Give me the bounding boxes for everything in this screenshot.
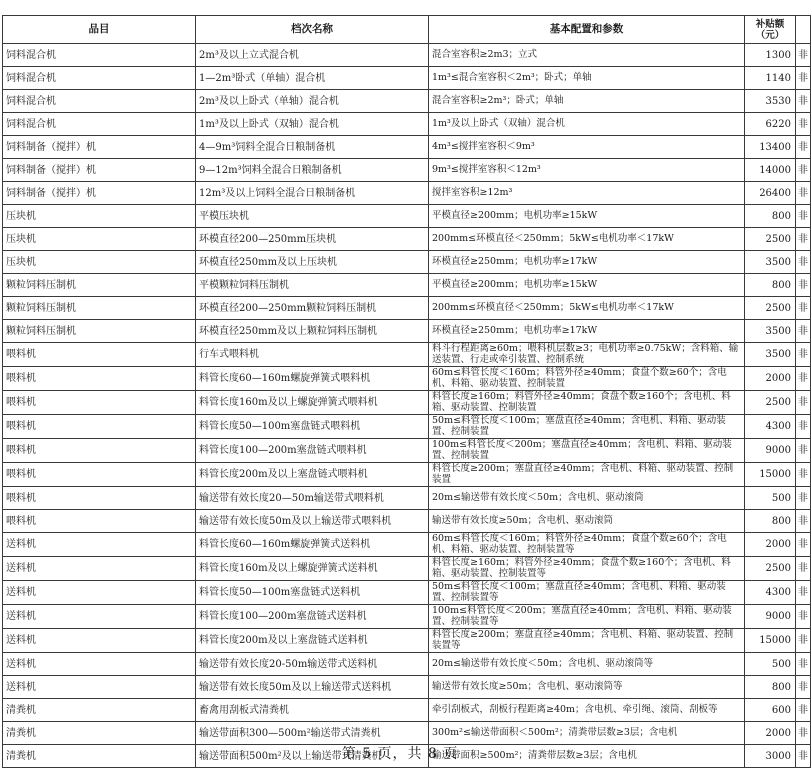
cell-amount: 1140: [745, 67, 796, 90]
cell-item: 送料机: [3, 605, 196, 629]
cell-grade: 2m³及以上立式混合机: [196, 44, 429, 67]
cell-item: 喂料机: [3, 391, 196, 415]
cell-grade: 1m³及以上卧式（双轴）混合机: [196, 113, 429, 136]
cell-item: 送料机: [3, 676, 196, 699]
cell-extra: 非: [796, 320, 811, 343]
cell-params: 4m³≤搅拌室容积＜9m³: [429, 136, 745, 159]
cell-amount: 14000: [745, 159, 796, 182]
cell-grade: 料管长度160m及以上螺旋弹簧式送料机: [196, 557, 429, 581]
cell-params: 50m≤料管长度＜100m；塞盘直径≥40mm；含电机、料箱、驱动装置、控制装置等: [429, 581, 745, 605]
cell-params: 20m≤输送带有效长度＜50m；含电机、驱动滚筒等: [429, 653, 745, 676]
cell-params: 60m≤料管长度＜160m；料管外径≥40mm；食盘个数≥60个；含电机、料箱、驱动装置、控制装置等: [429, 533, 745, 557]
table-header-row: [3, 16, 811, 44]
table-row: [3, 653, 811, 676]
cell-amount: 500: [745, 653, 796, 676]
cell-grade: 4—9m³饲料全混合日粮制备机: [196, 136, 429, 159]
table-row: [3, 487, 811, 510]
cell-item: 饲料混合机: [3, 44, 196, 67]
cell-item: 饲料制备（搅拌）机: [3, 136, 196, 159]
cell-item: 喂料机: [3, 343, 196, 367]
cell-amount: 2500: [745, 557, 796, 581]
cell-grade: 料管长度100—200m塞盘链式喂料机: [196, 439, 429, 463]
cell-grade: 环模直径250mm及以上颗粒饲料压制机: [196, 320, 429, 343]
cell-extra: 非: [796, 699, 811, 722]
cell-params: 50m≤料管长度＜100m；塞盘直径≥40mm；含电机、料箱、驱动装置、控制装置: [429, 415, 745, 439]
cell-grade: 料管长度50—100m塞盘链式送料机: [196, 581, 429, 605]
cell-extra: 非: [796, 274, 811, 297]
cell-grade: 输送带有效长度50m及以上输送带式喂料机: [196, 510, 429, 533]
cell-item: 清粪机: [3, 699, 196, 722]
cell-amount: 600: [745, 699, 796, 722]
cell-params: 环模直径≥250mm；电机功率≥17kW: [429, 320, 745, 343]
cell-item: 饲料混合机: [3, 67, 196, 90]
cell-params: 输送带有效长度≥50m；含电机、驱动滚筒等: [429, 676, 745, 699]
cell-grade: 输送带面积500m²及以上输送带式清粪机: [196, 745, 429, 768]
cell-grade: 9—12m³饲料全混合日粮制备机: [196, 159, 429, 182]
cell-params: 料管长度≥160m；料管外径≥40mm；食盘个数≥160个；含电机、料箱、驱动装置、控制装置: [429, 391, 745, 415]
cell-extra: 非: [796, 415, 811, 439]
header-item: 品目: [3, 16, 196, 44]
cell-item: 清粪机: [3, 745, 196, 768]
cell-amount: 4300: [745, 415, 796, 439]
cell-amount: 15000: [745, 463, 796, 487]
cell-amount: 2000: [745, 533, 796, 557]
cell-grade: 输送带有效长度20—50m输送带式喂料机: [196, 487, 429, 510]
cell-grade: 料管长度50—100m塞盘链式喂料机: [196, 415, 429, 439]
cell-extra: 非: [796, 90, 811, 113]
cell-item: 饲料混合机: [3, 90, 196, 113]
cell-extra: 非: [796, 653, 811, 676]
cell-extra: 非: [796, 581, 811, 605]
cell-grade: 料管长度60—160m螺旋弹簧式喂料机: [196, 367, 429, 391]
cell-item: 送料机: [3, 557, 196, 581]
cell-grade: 环模直径200—250mm颗粒饲料压制机: [196, 297, 429, 320]
cell-amount: 800: [745, 205, 796, 228]
cell-extra: 非: [796, 391, 811, 415]
cell-extra: 非: [796, 439, 811, 463]
cell-extra: 非: [796, 136, 811, 159]
header-grade: 档次名称: [196, 16, 429, 44]
cell-grade: 输送带有效长度20-50m输送带式送料机: [196, 653, 429, 676]
cell-amount: 800: [745, 510, 796, 533]
cell-item: 饲料制备（搅拌）机: [3, 182, 196, 205]
cell-item: 喂料机: [3, 510, 196, 533]
cell-item: 喂料机: [3, 367, 196, 391]
cell-params: 平模直径≥200mm；电机功率≥15kW: [429, 205, 745, 228]
table-row: [3, 182, 811, 205]
cell-item: 喂料机: [3, 415, 196, 439]
header-params: 基本配置和参数: [429, 16, 745, 44]
cell-item: 饲料混合机: [3, 113, 196, 136]
table-row: [3, 391, 811, 415]
table-row: [3, 722, 811, 745]
cell-params: 料斗行程距离≥60m；喂料机层数≥3；电机功率≥0.75kW；含料箱、输送装置、行走或牵引装置、控制系统: [429, 343, 745, 367]
cell-amount: 9000: [745, 439, 796, 463]
cell-amount: 800: [745, 676, 796, 699]
table-row: [3, 136, 811, 159]
cell-item: 压块机: [3, 251, 196, 274]
cell-extra: 非: [796, 367, 811, 391]
cell-amount: 2000: [745, 722, 796, 745]
cell-item: 颗粒饲料压制机: [3, 320, 196, 343]
cell-item: 清粪机: [3, 722, 196, 745]
cell-extra: 非: [796, 113, 811, 136]
cell-extra: 非: [796, 533, 811, 557]
header-extra: [796, 16, 811, 44]
cell-params: 20m≤输送带有效长度＜50m；含电机、驱动滚筒: [429, 487, 745, 510]
cell-params: 9m³≤搅拌室容积＜12m³: [429, 159, 745, 182]
cell-item: 送料机: [3, 581, 196, 605]
cell-item: 送料机: [3, 533, 196, 557]
cell-grade: 料管长度200m及以上塞盘链式喂料机: [196, 463, 429, 487]
cell-extra: 非: [796, 67, 811, 90]
table-row: [3, 367, 811, 391]
cell-grade: 环模直径200—250mm压块机: [196, 228, 429, 251]
cell-item: 颗粒饲料压制机: [3, 274, 196, 297]
table-row: [3, 251, 811, 274]
cell-grade: 12m³及以上饲料全混合日粮制备机: [196, 182, 429, 205]
cell-params: 环模直径≥250mm；电机功率≥17kW: [429, 251, 745, 274]
table-row: [3, 343, 811, 367]
cell-amount: 15000: [745, 629, 796, 653]
cell-amount: 3500: [745, 251, 796, 274]
cell-amount: 4300: [745, 581, 796, 605]
table-row: [3, 629, 811, 653]
table-row: [3, 463, 811, 487]
table-row: [3, 113, 811, 136]
cell-params: 搅拌室容积≥12m³: [429, 182, 745, 205]
cell-grade: 料管长度160m及以上螺旋弹簧式喂料机: [196, 391, 429, 415]
cell-item: 喂料机: [3, 439, 196, 463]
cell-grade: 1—2m³卧式（单轴）混合机: [196, 67, 429, 90]
cell-params: 混合室容积≥2m³；卧式；单轴: [429, 90, 745, 113]
cell-amount: 9000: [745, 605, 796, 629]
cell-extra: 非: [796, 605, 811, 629]
header-amount: 补贴额（元）: [745, 16, 796, 44]
cell-params: 200mm≤环模直径＜250mm；5kW≤电机功率＜17kW: [429, 228, 745, 251]
cell-extra: 非: [796, 745, 811, 768]
cell-amount: 3500: [745, 320, 796, 343]
cell-grade: 环模直径250mm及以上压块机: [196, 251, 429, 274]
table-body: [3, 44, 811, 768]
cell-params: 60m≤料管长度＜160m；料管外径≥40mm；食盘个数≥60个；含电机、料箱、驱动装置、控制装置: [429, 367, 745, 391]
cell-item: 颗粒饲料压制机: [3, 297, 196, 320]
page-number: 第 5 页，共 8 页: [341, 746, 459, 762]
cell-amount: 13400: [745, 136, 796, 159]
table-row: [3, 510, 811, 533]
cell-amount: 3000: [745, 745, 796, 768]
cell-grade: 畜禽用刮板式清粪机: [196, 699, 429, 722]
table-row: [3, 297, 811, 320]
cell-extra: 非: [796, 487, 811, 510]
cell-amount: 2500: [745, 391, 796, 415]
cell-extra: 非: [796, 205, 811, 228]
cell-grade: 输送带面积300—500m²输送带式清粪机: [196, 722, 429, 745]
table-row: [3, 605, 811, 629]
cell-extra: 非: [796, 182, 811, 205]
table-row: [3, 415, 811, 439]
table-row: [3, 676, 811, 699]
cell-params: 平模直径≥200mm；电机功率≥15kW: [429, 274, 745, 297]
cell-grade: 料管长度200m及以上塞盘链式送料机: [196, 629, 429, 653]
table-row: [3, 228, 811, 251]
table-row: [3, 533, 811, 557]
cell-extra: 非: [796, 297, 811, 320]
cell-item: 饲料制备（搅拌）机: [3, 159, 196, 182]
cell-item: 送料机: [3, 629, 196, 653]
cell-extra: 非: [796, 44, 811, 67]
cell-item: 喂料机: [3, 463, 196, 487]
cell-params: 1m³及以上卧式（双轴）混合机: [429, 113, 745, 136]
cell-grade: 行车式喂料机: [196, 343, 429, 367]
cell-amount: 26400: [745, 182, 796, 205]
cell-item: 压块机: [3, 205, 196, 228]
table-row: [3, 274, 811, 297]
table-row: [3, 159, 811, 182]
cell-amount: 500: [745, 487, 796, 510]
cell-amount: 1300: [745, 44, 796, 67]
cell-extra: 非: [796, 463, 811, 487]
cell-params: 输送带有效长度≥50m；含电机、驱动滚筒: [429, 510, 745, 533]
cell-params: 料管长度≥200m；塞盘直径≥40mm；含电机、料箱、驱动装置、控制装置: [429, 463, 745, 487]
cell-params: 输送带面积≥500m²；清粪带层数≥3层；含电机: [429, 745, 745, 768]
table-row: [3, 557, 811, 581]
cell-grade: 输送带有效长度50m及以上输送带式送料机: [196, 676, 429, 699]
cell-grade: 2m³及以上卧式（单轴）混合机: [196, 90, 429, 113]
cell-params: 100m≤料管长度＜200m；塞盘直径≥40mm；含电机、料箱、驱动装置、控制装置等: [429, 605, 745, 629]
cell-params: 混合室容积≥2m3；立式: [429, 44, 745, 67]
cell-grade: 平模压块机: [196, 205, 429, 228]
cell-extra: 非: [796, 159, 811, 182]
cell-extra: 非: [796, 251, 811, 274]
table-row: [3, 581, 811, 605]
cell-amount: 2500: [745, 228, 796, 251]
table-row: [3, 90, 811, 113]
cell-params: 200mm≤环模直径＜250mm；5kW≤电机功率＜17kW: [429, 297, 745, 320]
cell-extra: 非: [796, 510, 811, 533]
cell-extra: 非: [796, 722, 811, 745]
table-row: [3, 67, 811, 90]
cell-amount: 2500: [745, 297, 796, 320]
cell-grade: 料管长度60—160m螺旋弹簧式送料机: [196, 533, 429, 557]
cell-params: 料管长度≥160m；料管外径≥40mm；食盘个数≥160个；含电机、料箱、驱动装置、控制装置等: [429, 557, 745, 581]
cell-extra: 非: [796, 557, 811, 581]
table-row: [3, 44, 811, 67]
table-row: [3, 205, 811, 228]
cell-amount: 3530: [745, 90, 796, 113]
table-row: [3, 439, 811, 463]
cell-extra: 非: [796, 676, 811, 699]
cell-amount: 3500: [745, 343, 796, 367]
cell-amount: 6220: [745, 113, 796, 136]
cell-grade: 料管长度100—200m塞盘链式送料机: [196, 605, 429, 629]
cell-params: 300m²≤输送带面积＜500m²；清粪带层数≥3层；含电机: [429, 722, 745, 745]
cell-params: 1m³≤混合室容积＜2m³；卧式；单轴: [429, 67, 745, 90]
cell-extra: 非: [796, 228, 811, 251]
cell-item: 送料机: [3, 653, 196, 676]
cell-amount: 800: [745, 274, 796, 297]
cell-item: 喂料机: [3, 487, 196, 510]
cell-amount: 2000: [745, 367, 796, 391]
cell-params: 牵引刮板式，刮板行程距离≥40m；含电机、牵引绳、滚筒、刮板等: [429, 699, 745, 722]
table-row: [3, 699, 811, 722]
cell-grade: 平模颗粒饲料压制机: [196, 274, 429, 297]
cell-item: 压块机: [3, 228, 196, 251]
cell-extra: 非: [796, 343, 811, 367]
table-row: [3, 320, 811, 343]
subsidy-table: [2, 15, 811, 768]
cell-extra: 非: [796, 629, 811, 653]
cell-params: 100m≤料管长度＜200m；塞盘直径≥40mm；含电机、料箱、驱动装置、控制装置: [429, 439, 745, 463]
cell-params: 料管长度≥200m；塞盘直径≥40mm；含电机、料箱、驱动装置、控制装置等: [429, 629, 745, 653]
